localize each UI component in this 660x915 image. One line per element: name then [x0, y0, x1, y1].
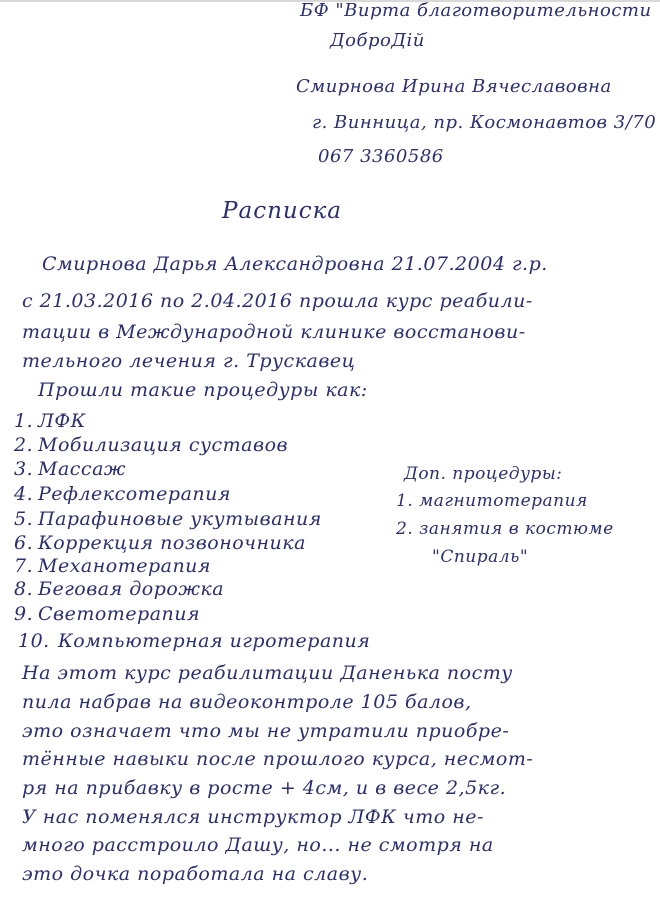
procedure-item	[14, 555, 211, 577]
closing-line-2: пила набрав на видеоконтроле 105 балов,	[22, 691, 472, 713]
procedure-number: 3.	[14, 458, 34, 480]
body-line-3: тации в Международной клинике восстанови-	[22, 321, 526, 343]
closing-line-6: У нас поменялся инструктор ЛФК что не-	[22, 806, 484, 828]
procedure-item	[14, 603, 200, 625]
procedure-item	[18, 630, 370, 652]
procedure-item	[14, 578, 224, 600]
sender-phone: 067 3360586	[318, 146, 444, 167]
procedure-text: Массаж	[38, 458, 126, 480]
closing-line-1: На этот курс реабилитации Даненька посту	[22, 662, 513, 684]
extra-procedure-item: 1. магнитотерапия	[396, 491, 588, 511]
sender-address: г. Винница, пр. Космонавтов 3/70	[312, 112, 657, 133]
body-line-5: Прошли такие процедуры как:	[38, 379, 368, 401]
procedure-text: Светотерапия	[38, 603, 201, 625]
org-line-1: БФ "Вирта благотворительности	[300, 0, 652, 21]
closing-line-3: это означает что мы не утратили приобре-	[22, 720, 510, 742]
extra-procedure-item: 2. занятия в костюме	[396, 519, 614, 539]
procedure-item	[14, 483, 231, 505]
procedure-item	[14, 410, 86, 432]
procedure-number: 8.	[14, 578, 34, 600]
procedure-item	[14, 434, 288, 456]
closing-line-5: ря на прибавку в росте + 4см, и в весе 2,5кг.	[22, 777, 507, 799]
extra-procedures-title: Доп. процедуры:	[404, 464, 563, 484]
procedure-item	[14, 508, 322, 530]
procedure-number: 2.	[14, 434, 34, 456]
closing-line-7: много расстроило Дашу, но... не смотря на	[22, 834, 494, 856]
procedure-text: Коррекция позвоночника	[38, 532, 306, 554]
procedure-text: ЛФК	[38, 410, 86, 432]
procedure-item	[14, 458, 126, 480]
body-line-4: тельного лечения г. Трускавец	[22, 350, 356, 372]
body-line-1: Смирнова Дарья Александровна 21.07.2004 г.р.	[42, 253, 548, 275]
procedure-number: 1.	[14, 410, 34, 432]
procedure-number: 7.	[14, 555, 34, 577]
document-title: Расписка	[222, 198, 343, 224]
sender-name: Смирнова Ирина Вячеславовна	[296, 76, 612, 97]
procedure-text: Механотерапия	[38, 555, 212, 577]
extra-procedure-item: "Спираль"	[432, 547, 529, 567]
procedure-number: 10.	[18, 630, 50, 652]
closing-line-4: тённые навыки после прошлого курса, несмот-	[22, 748, 534, 770]
procedure-text: Мобилизация суставов	[38, 434, 289, 456]
procedure-number: 6.	[14, 532, 34, 554]
procedure-number: 9.	[14, 603, 34, 625]
procedure-text: Компьютерная игротерапия	[58, 630, 371, 652]
closing-line-8: это дочка поработала на славу.	[22, 863, 369, 885]
procedure-text: Парафиновые укутывания	[38, 508, 322, 530]
org-line-2: ДоброДій	[330, 30, 425, 51]
procedure-item	[14, 532, 306, 554]
procedure-number: 4.	[14, 483, 34, 505]
body-line-2: с 21.03.2016 по 2.04.2016 прошла курс реабили-	[22, 290, 533, 312]
procedure-number: 5.	[14, 508, 34, 530]
procedure-text: Рефлексотерапия	[38, 483, 231, 505]
procedure-text: Беговая дорожка	[38, 578, 225, 600]
